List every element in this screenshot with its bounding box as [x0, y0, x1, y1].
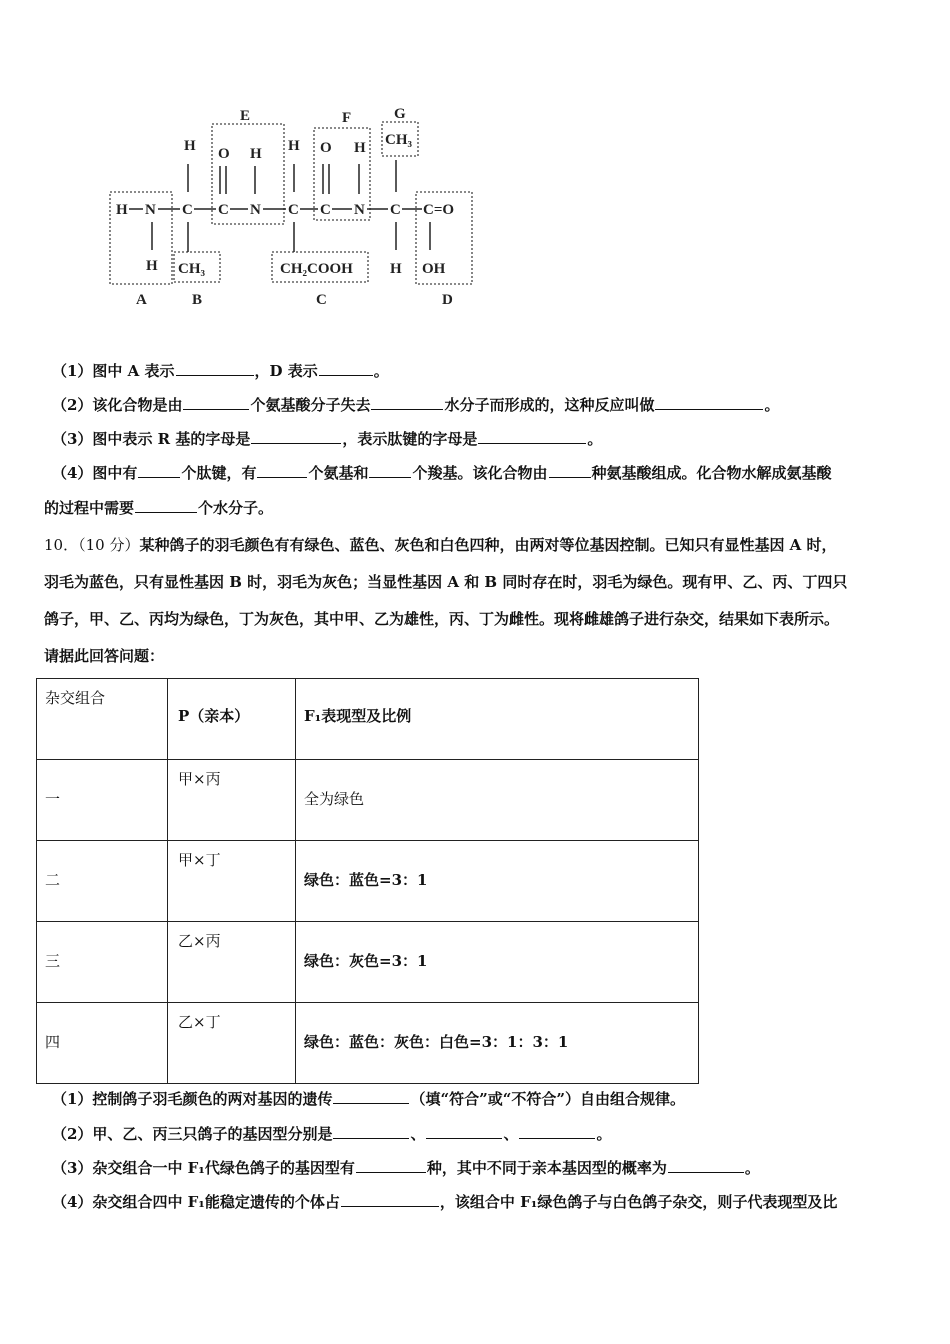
answer-blank[interactable]	[251, 429, 341, 444]
q10-p3-prefix: （3）杂交组合一中 F₁代绿色鸽子的基因型有	[52, 1159, 355, 1177]
q9-p3-mid: ，表示肽键的字母是	[342, 430, 478, 448]
answer-blank[interactable]	[135, 498, 197, 513]
table-cell	[296, 1003, 699, 1084]
q9-p4b-prefix: 的过程中需要	[44, 499, 135, 517]
atom-h-n3-top: H	[354, 140, 366, 156]
atom-o1: O	[218, 146, 230, 162]
table-cell	[37, 922, 168, 1003]
q9-p3-suffix: 。	[587, 430, 603, 448]
answer-blank[interactable]	[369, 463, 411, 478]
q9-p4b-suffix: 个水分子。	[198, 499, 274, 517]
q9-p1-mid: ，D 表示	[254, 362, 318, 380]
label-f: F	[342, 110, 352, 126]
cell-group: 二	[45, 871, 61, 889]
label-a: A	[136, 292, 147, 308]
q9-p1-suffix: 。	[373, 362, 389, 380]
answer-blank[interactable]	[426, 1124, 502, 1139]
q10-p2-sep1: 、	[410, 1125, 426, 1143]
table-row	[37, 841, 699, 922]
q10-stem-line1	[44, 535, 837, 555]
answer-blank[interactable]	[668, 1158, 744, 1173]
cell-parents: 乙×丙	[178, 932, 221, 950]
atom-h-n1-bottom: H	[146, 258, 158, 274]
table-header-cell	[168, 679, 296, 760]
q9-p1-prefix: （1）图中 A 表示	[52, 362, 175, 380]
atom-ch3-g: CH₃	[385, 132, 412, 148]
atom-ch3-b: CH₃	[178, 261, 205, 277]
q10-stem-3: 鸽子，甲、乙、丙均为绿色，丁为灰色，其中甲、乙为雄性，丙、丁为雌性。现将雌雄鸽子进行杂交，结果如下表所示。	[44, 610, 840, 628]
atom-o2: O	[320, 140, 332, 156]
answer-blank[interactable]	[176, 361, 254, 376]
answer-blank[interactable]	[478, 429, 586, 444]
q10-p2-suffix: 。	[596, 1125, 612, 1143]
answer-blank[interactable]	[371, 395, 443, 410]
answer-blank[interactable]	[341, 1192, 439, 1207]
table-header-row	[37, 679, 699, 760]
atom-h-n2-top: H	[250, 146, 262, 162]
q9-part4	[52, 463, 832, 483]
q10-score: （10 分）	[78, 536, 140, 554]
q10-stem-2: 羽毛为蓝色，只有显性基因 B 时，羽毛为灰色；当显性基因 A 和 B 同时存在时，羽毛为绿色。现有甲、乙、丙、丁四只	[44, 573, 848, 591]
cell-group: 一	[45, 790, 61, 808]
atom-ch2cooh: CH₂COOH	[280, 261, 353, 277]
answer-blank[interactable]	[319, 361, 373, 376]
q9-p4-mid4: 种氨基酸组成。化合物水解成氨基酸	[591, 464, 832, 482]
cell-parents: 甲×丁	[178, 851, 221, 869]
q9-p2-suffix: 。	[764, 396, 780, 414]
atom-h-c3-top: H	[288, 138, 300, 154]
q10-p2-sep2: 、	[503, 1125, 519, 1143]
table-cell	[168, 841, 296, 922]
q9-p2-mid1: 个氨基酸分子失去	[250, 396, 371, 414]
q9-p2-mid2: 水分子而形成的，这种反应叫做	[444, 396, 655, 414]
answer-blank[interactable]	[356, 1158, 426, 1173]
q10-stem-1: 某种鸽子的羽毛颜色有有绿色、蓝色、灰色和白色四种，由两对等位基因控制。已知只有显性基因 A 时，	[139, 536, 837, 554]
atom-h-c1-top: H	[184, 138, 196, 154]
cell-parents: 乙×丁	[178, 1013, 221, 1031]
q10-part2	[52, 1124, 612, 1144]
q10-p3-mid: 种，其中不同于亲本基因型的概率为	[426, 1159, 667, 1177]
q9-part4-cont	[44, 498, 273, 518]
q9-p2-prefix: （2）该化合物是由	[52, 396, 183, 414]
table-header-cell	[296, 679, 699, 760]
table-cell	[37, 1003, 168, 1084]
atom-n1: N	[145, 202, 156, 218]
q10-stem-4: 请据此回答问题：	[44, 647, 165, 665]
label-e: E	[240, 108, 251, 124]
atom-c5: C	[390, 202, 401, 218]
q10-number: 10．	[44, 536, 79, 554]
q10-part3	[52, 1158, 760, 1178]
atom-c-eq-o: C=O	[423, 202, 455, 218]
q9-p4-mid3: 个羧基。该化合物由	[412, 464, 548, 482]
q9-p4-mid1: 个肽键，有	[181, 464, 257, 482]
atom-c1: C	[182, 202, 193, 218]
table-row	[37, 1003, 699, 1084]
label-c: C	[316, 292, 327, 308]
q10-part1	[52, 1089, 685, 1109]
atom-h-c5-bottom: H	[390, 261, 402, 277]
q9-part1	[52, 361, 389, 381]
header-parents: P（亲本）	[178, 707, 250, 725]
table-cell	[168, 922, 296, 1003]
label-b: B	[192, 292, 203, 308]
answer-blank[interactable]	[333, 1124, 409, 1139]
header-f1-ratio: F₁表现型及比例	[304, 707, 412, 725]
cell-ratio: 全为绿色	[304, 790, 365, 808]
table-cell	[296, 841, 699, 922]
answer-blank[interactable]	[257, 463, 307, 478]
cell-ratio: 绿色：灰色=3：1	[304, 952, 428, 970]
table-cell	[168, 1003, 296, 1084]
q10-p4-prefix: （4）杂交组合四中 F₁能稳定遗传的个体占	[52, 1193, 340, 1211]
q10-p1-suffix: （填“符合”或“不符合”）自由组合规律。	[410, 1090, 685, 1108]
cell-group: 四	[45, 1033, 61, 1051]
peptide-structure-svg	[100, 92, 530, 332]
atom-n3: N	[354, 202, 365, 218]
table-cell	[168, 760, 296, 841]
q9-part2	[52, 395, 780, 415]
answer-blank[interactable]	[138, 463, 180, 478]
q10-p4-suffix: ，该组合中 F₁绿色鸽子与白色鸽子杂交，则子代表现型及比	[439, 1193, 838, 1211]
q10-part4	[52, 1192, 837, 1212]
atom-n2: N	[250, 202, 261, 218]
answer-blank[interactable]	[333, 1089, 409, 1104]
atom-c2: C	[218, 202, 229, 218]
cross-results-table	[36, 678, 699, 1084]
atom-oh: OH	[422, 261, 446, 277]
atom-c4: C	[320, 202, 331, 218]
atom-c3: C	[288, 202, 299, 218]
cell-ratio: 绿色：蓝色=3：1	[304, 871, 428, 889]
label-g: G	[394, 106, 406, 122]
q9-p3-prefix: （3）图中表示 R 基的字母是	[52, 430, 251, 448]
cell-parents: 甲×丙	[178, 770, 221, 788]
label-d: D	[442, 292, 453, 308]
peptide-structure-diagram	[100, 92, 530, 332]
table-row	[37, 760, 699, 841]
table-row	[37, 922, 699, 1003]
answer-blank[interactable]	[655, 395, 763, 410]
q10-p1-prefix: （1）控制鸽子羽毛颜色的两对基因的遗传	[52, 1090, 333, 1108]
q9-p4-mid2: 个氨基和	[308, 464, 369, 482]
q10-stem-line2	[44, 572, 847, 592]
answer-blank[interactable]	[519, 1124, 595, 1139]
table-cell	[37, 841, 168, 922]
cell-ratio: 绿色：蓝色：灰色：白色=3：1：3：1	[304, 1033, 569, 1051]
q10-stem-line4	[44, 646, 164, 666]
q10-stem-line3	[44, 609, 839, 629]
answer-blank[interactable]	[549, 463, 591, 478]
atom-h-left: H	[116, 202, 128, 218]
table-cell	[296, 760, 699, 841]
q10-p3-suffix: 。	[744, 1159, 760, 1177]
table-cell	[37, 760, 168, 841]
q9-part3	[52, 429, 602, 449]
q9-p4-prefix: （4）图中有	[52, 464, 138, 482]
table-header-cell	[37, 679, 168, 760]
header-cross-group: 杂交组合	[45, 689, 106, 707]
q10-p2-prefix: （2）甲、乙、丙三只鸽子的基因型分别是	[52, 1125, 333, 1143]
cell-group: 三	[45, 952, 61, 970]
table-cell	[296, 922, 699, 1003]
answer-blank[interactable]	[183, 395, 249, 410]
